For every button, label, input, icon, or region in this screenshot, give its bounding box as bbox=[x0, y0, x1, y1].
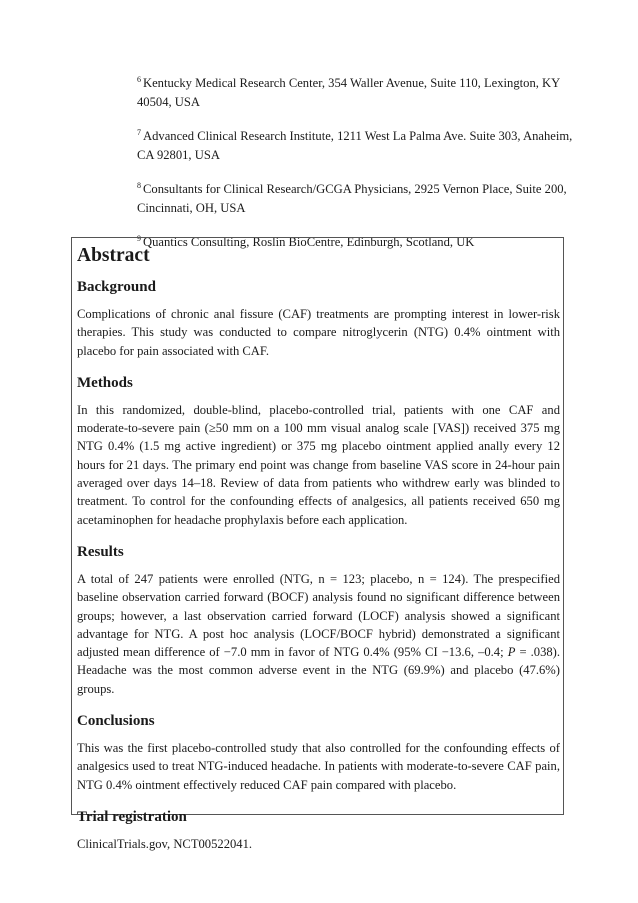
affiliation-6 bbox=[137, 70, 577, 112]
affiliation-7 bbox=[137, 123, 577, 165]
results-text bbox=[77, 570, 560, 698]
affiliations-list bbox=[137, 70, 577, 263]
methods-heading: Methods bbox=[77, 374, 133, 391]
trial-registration-heading: Trial registration bbox=[77, 808, 187, 825]
affiliation-text: Quantics Consulting, Roslin BioCentre, Edinburgh, Scotland, UK bbox=[143, 235, 475, 249]
p-value-symbol: P bbox=[507, 645, 516, 660]
conclusions-heading: Conclusions bbox=[77, 713, 155, 730]
background-heading: Background bbox=[77, 279, 156, 295]
affiliation-8 bbox=[137, 176, 577, 218]
results-heading: Results bbox=[77, 543, 124, 560]
affiliation-text: Kentucky Medical Research Center, 354 Waller Avenue, Suite 110, Lexington, KY 40504, USA bbox=[137, 76, 560, 109]
abstract-box bbox=[71, 237, 564, 851]
results-text-part-2: = .038). Headache was the most common adverse event in the NTG (69.9%) and placebo (47.6%) groups. bbox=[77, 645, 561, 696]
conclusions-text: This was the first placebo-controlled study that also controlled for the confounding effects of analgesics used to treat NTG-induced headache. In patients with moderate-to-severe CAF pain, NTG 0.4% ointment effectively reduced CAF pain compared with placebo. bbox=[77, 741, 560, 792]
affiliation-number: 7 bbox=[137, 128, 141, 137]
trial-registration-text: ClinicalTrials.gov, NCT00522041. bbox=[77, 836, 253, 851]
affiliation-text: Advanced Clinical Research Institute, 1211 West La Palma Ave. Suite 303, Anaheim, CA 92801, USA bbox=[137, 129, 573, 162]
affiliation-number: 8 bbox=[137, 181, 141, 190]
affiliation-number: 6 bbox=[137, 75, 141, 84]
background-text: Complications of chronic anal fissure (CAF) treatments are prompting interest in lower-risk therapies. This study was conducted to compare nitroglycerin (NTG) 0.4% ointment with placebo for pain associated with CAF. bbox=[77, 307, 560, 358]
affiliation-number: 9 bbox=[137, 234, 141, 243]
abstract-title: Abstract bbox=[77, 245, 150, 266]
results-text-part-1: A total of 247 patients were enrolled (NTG, n = 123; placebo, n = 124). The prespecified baseline observation carried forward (BOCF) analysis found no significant difference between groups; however, a last observation carried forward (LOCF) analysis showed a significant advantage for NTG. A post hoc analysis (LOCF/BOCF hybrid) demonstrated a significant adjusted mean difference of −7.0 mm in favor of NTG 0.4% (95% CI −13.6, –0.4; bbox=[77, 571, 560, 660]
affiliation-text: Consultants for Clinical Research/GCGA Physicians, 2925 Vernon Place, Suite 200, Cincinnati, OH, USA bbox=[137, 182, 567, 215]
methods-text: In this randomized, double-blind, placebo-controlled trial, patients with one CAF and moderate-to-severe pain (≥50 mm on a 100 mm visual analog scale [VAS]) received 375 mg NTG 0.4% (1.5 mg active ingredient) or 375 mg placebo ointment applied anally every 12 hours for 21 days. The primary end point was change from baseline VAS score in 24-hour pain averaged over days 14–18. Review of data from patients who withdrew early was blinded to treatment. To control for the confounding effects of analgesics, all patients received 650 mg acetaminophen for headache prophylaxis before each application. bbox=[77, 402, 560, 527]
